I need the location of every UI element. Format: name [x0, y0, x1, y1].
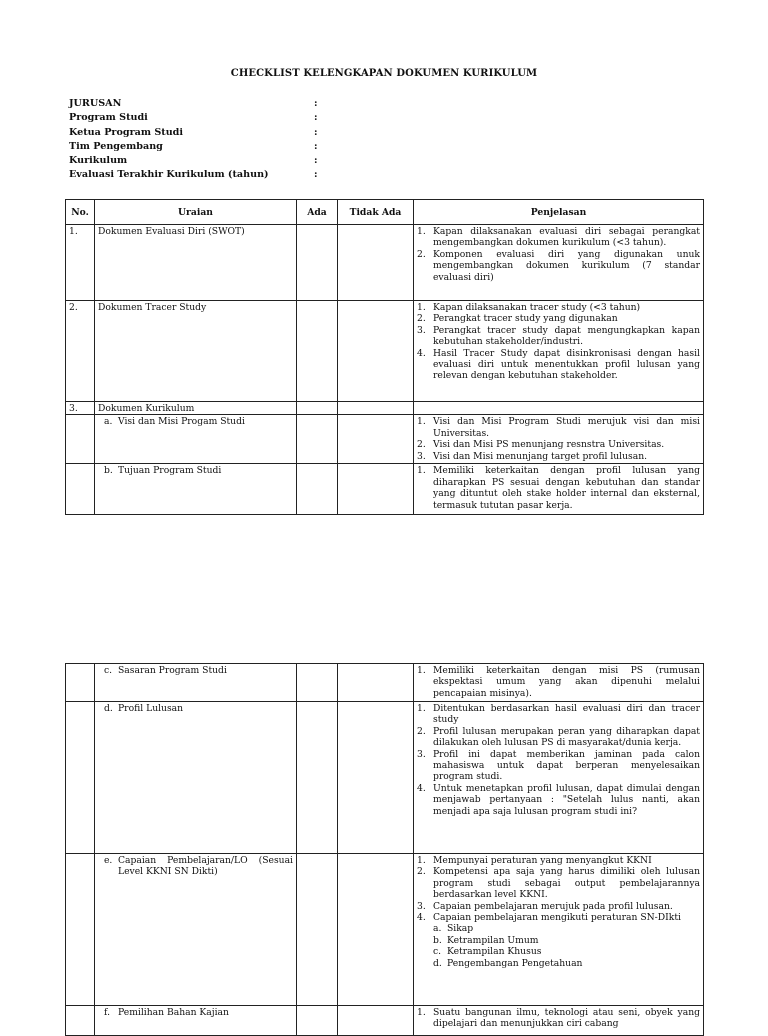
row-penjelasan	[414, 702, 704, 854]
checkbox-tidak-ada[interactable]	[338, 664, 414, 702]
row-number	[66, 464, 95, 515]
sub-letter: c.	[104, 665, 113, 676]
field-label: Kurikulum	[69, 155, 128, 167]
item-text: Memiliki keterkaitan dengan profil lulusan yang diharapkan PS sesuai dengan kebutuhan dan standar yang dituntut oleh stake holder internal dan eksternal, termasuk tututan pasar kerja.	[433, 465, 700, 511]
field-label: Program Studi	[69, 112, 148, 124]
field-row	[69, 140, 369, 154]
row-number: 1.	[66, 225, 95, 301]
checkbox-ada[interactable]	[297, 301, 338, 402]
field-row	[69, 168, 369, 182]
sub-list-item	[433, 946, 700, 957]
table-header-row	[66, 200, 704, 225]
item-number: 3.	[417, 900, 426, 912]
checkbox-ada[interactable]	[297, 702, 338, 854]
col-header-penjelasan: Penjelasan	[414, 200, 704, 225]
list-item	[417, 465, 700, 511]
field-label: JURUSAN	[69, 98, 122, 109]
checkbox-tidak-ada[interactable]	[338, 225, 414, 301]
item-number: 1.	[417, 465, 426, 477]
sub-letter: b.	[104, 465, 113, 477]
item-number: 1.	[417, 416, 426, 428]
item-text: Perangkat tracer study yang digunakan	[433, 313, 618, 325]
item-number: 4.	[417, 912, 426, 924]
row-number: 2.	[66, 301, 95, 402]
item-text: Hasil Tracer Study dapat disinkronisasi dengan hasil evaluasi diri untuk menentukkan profil lulusan yang relevan dengan kebutuhan stakeholder.	[433, 347, 700, 382]
item-number: 2.	[417, 725, 426, 737]
row-penjelasan	[414, 464, 704, 515]
field-separator: :	[314, 140, 318, 152]
table-row	[66, 702, 704, 854]
checkbox-tidak-ada[interactable]	[338, 402, 414, 415]
row-penjelasan	[414, 301, 704, 402]
item-text: Visi dan Misi menunjang target profil lulusan.	[433, 450, 648, 462]
table-row	[66, 402, 704, 415]
sub-letter: a.	[104, 416, 113, 428]
list-item	[417, 855, 700, 866]
item-number: 2.	[417, 866, 426, 878]
list-item	[417, 348, 700, 382]
list-item	[417, 325, 700, 348]
sub-letter: e.	[104, 855, 113, 866]
row-uraian: Dokumen Evaluasi Diri (SWOT)	[95, 225, 297, 301]
item-text: Komponen evaluasi diri yang digunakan unuk mengembangkan dokumen kurikulum (7 standar evaluasi diri)	[433, 248, 700, 283]
list-item	[417, 901, 700, 912]
row-uraian	[95, 415, 297, 464]
sub-label: Profil Lulusan	[118, 703, 184, 714]
identity-fields	[69, 97, 369, 183]
row-uraian: Dokumen Kurikulum	[95, 402, 297, 415]
item-text: Capaian pembelajaran mengikuti peraturan SN-DIkti	[433, 912, 681, 924]
item-text: Ditentukan berdasarkan hasil evaluasi diri dan tracer study	[433, 703, 700, 726]
row-penjelasan	[414, 225, 704, 301]
table-row	[66, 301, 704, 402]
document-title: CHECKLIST KELENGKAPAN DOKUMEN KURIKULUM	[230, 68, 538, 79]
item-text: Perangkat tracer study dapat mengungkapkan kapan kebutuhan stakeholder/industri.	[433, 324, 700, 348]
row-uraian	[95, 1006, 297, 1036]
checkbox-tidak-ada[interactable]	[338, 415, 414, 464]
item-number: 2.	[417, 248, 426, 260]
row-uraian	[95, 854, 297, 1006]
checkbox-tidak-ada[interactable]	[338, 1006, 414, 1036]
checkbox-ada[interactable]	[297, 854, 338, 1006]
item-number: 2.	[417, 439, 426, 451]
sub-label: Tujuan Program Studi	[118, 465, 222, 477]
field-separator: :	[314, 155, 318, 167]
checkbox-ada[interactable]	[297, 1006, 338, 1036]
sub-label: Pemilihan Bahan Kajian	[118, 1007, 229, 1018]
list-item	[417, 703, 700, 726]
col-header-ada: Ada	[297, 200, 338, 225]
field-separator: :	[314, 112, 318, 124]
checkbox-tidak-ada[interactable]	[338, 301, 414, 402]
list-item	[417, 665, 700, 699]
checkbox-ada[interactable]	[297, 464, 338, 515]
list-item	[417, 416, 700, 439]
item-text: Capaian pembelajaran merujuk pada profil lulusan.	[433, 900, 673, 912]
item-text: Untuk menetapkan profil lulusan, dapat dimulai dengan menjawab pertanyaan : "Setelah lulus nanti, akan menjadi apa saja lulusan program studi ini?	[433, 782, 700, 817]
item-number: 1.	[417, 1007, 426, 1018]
sub-item-text: Ketrampilan Khusus	[447, 946, 542, 958]
sub-list-item	[433, 923, 700, 934]
row-penjelasan	[414, 664, 704, 702]
sub-item-text: Sikap	[447, 923, 474, 935]
row-number	[66, 664, 95, 702]
item-number: 3.	[417, 324, 426, 336]
sub-item-letter: b.	[433, 934, 442, 946]
field-separator: :	[314, 169, 318, 181]
sub-label: Capaian Pembelajaran/LO (Sesuai Level KKNI SN Dikti)	[118, 855, 293, 878]
checkbox-tidak-ada[interactable]	[338, 464, 414, 515]
field-label: Ketua Program Studi	[69, 126, 184, 138]
sub-item-letter: a.	[433, 923, 442, 935]
col-header-tidak-ada: Tidak Ada	[338, 200, 414, 225]
field-separator: :	[314, 98, 318, 109]
item-number: 1.	[417, 302, 426, 313]
field-row	[69, 111, 369, 125]
row-number: 3.	[66, 402, 95, 415]
sub-label: Visi dan Misi Progam Studi	[118, 416, 245, 428]
row-penjelasan	[414, 1006, 704, 1036]
list-item	[417, 783, 700, 817]
item-number: 2.	[417, 313, 426, 325]
table-row	[66, 1006, 704, 1036]
checkbox-ada[interactable]	[297, 225, 338, 301]
row-number	[66, 1006, 95, 1036]
item-text: Kompetensi apa saja yang harus dimiliki oleh lulusan program studi sebagai output pembelajarannya berdasarkan level KKNI.	[433, 866, 700, 901]
field-separator: :	[314, 126, 318, 138]
sub-label: Sasaran Program Studi	[118, 665, 227, 676]
list-item	[417, 302, 700, 313]
item-number: 4.	[417, 782, 426, 794]
item-text: Memiliki keterkaitan dengan misi PS (rumusan ekspektasi umum yang akan dipenuhi melalui pencapaian misinya).	[433, 665, 700, 699]
list-item	[417, 912, 700, 923]
row-uraian	[95, 664, 297, 702]
checklist-table	[65, 199, 704, 515]
list-item	[417, 439, 700, 450]
row-penjelasan	[414, 415, 704, 464]
checkbox-ada[interactable]	[297, 415, 338, 464]
row-uraian: Dokumen Tracer Study	[95, 301, 297, 402]
field-row	[69, 97, 369, 111]
list-item	[417, 866, 700, 900]
table-row	[66, 225, 704, 301]
row-number	[66, 854, 95, 1006]
table-row	[66, 664, 704, 702]
col-header-no: No.	[66, 200, 95, 225]
list-item	[417, 226, 700, 249]
item-number: 1.	[417, 855, 426, 866]
list-item	[417, 726, 700, 749]
item-text: Visi dan Misi Program Studi merujuk visi dan misi Universitas.	[433, 416, 700, 439]
checkbox-ada[interactable]	[297, 402, 338, 415]
checkbox-tidak-ada[interactable]	[338, 854, 414, 1006]
sub-item-text: Ketrampilan Umum	[447, 934, 539, 946]
item-number: 1.	[417, 665, 426, 676]
checkbox-tidak-ada[interactable]	[338, 702, 414, 854]
list-item	[417, 749, 700, 783]
item-text: Suatu bangunan ilmu, teknologi atau seni, obyek yang dipelajari dan menunjukkan ciri cabang	[433, 1007, 700, 1030]
list-item	[417, 313, 700, 324]
item-text: Profil ini dapat memberikan jaminan pada calon mahasiswa untuk dapat berperan menyelesaikan program studi.	[433, 748, 700, 783]
field-label: Evaluasi Terakhir Kurikulum (tahun)	[69, 169, 269, 181]
field-row	[69, 154, 369, 168]
item-number: 4.	[417, 347, 426, 359]
sub-letter: d.	[104, 703, 113, 714]
field-row	[69, 126, 369, 140]
item-number: 3.	[417, 748, 426, 760]
sub-item-text: Pengembangan Pengetahuan	[447, 957, 583, 969]
table-row	[66, 415, 704, 464]
item-text: Visi dan Misi PS menunjang resnstra Universitas.	[433, 439, 665, 451]
field-label: Tim Pengembang	[69, 140, 163, 152]
list-item	[417, 451, 700, 462]
sub-list-item	[433, 958, 700, 969]
table-row	[66, 464, 704, 515]
sub-letter: f.	[104, 1007, 110, 1018]
sub-list-item	[433, 935, 700, 946]
list-item	[417, 249, 700, 283]
item-number: 1.	[417, 703, 426, 714]
row-number	[66, 702, 95, 854]
row-uraian	[95, 464, 297, 515]
row-number	[66, 415, 95, 464]
item-text: Mempunyai peraturan yang menyangkut KKNI	[433, 855, 652, 866]
table-row	[66, 854, 704, 1006]
sub-item-letter: d.	[433, 957, 442, 969]
item-number: 1.	[417, 226, 426, 237]
item-text: Kapan dilaksanakan evaluasi diri sebagai perangkat mengembangkan dokumen kurikulum (<3 tahun).	[433, 226, 700, 249]
row-uraian	[95, 702, 297, 854]
sub-item-letter: c.	[433, 946, 442, 958]
row-penjelasan	[414, 402, 704, 415]
list-item	[417, 1007, 700, 1030]
checkbox-ada[interactable]	[297, 664, 338, 702]
row-penjelasan	[414, 854, 704, 1006]
col-header-uraian: Uraian	[95, 200, 297, 225]
checklist-table-continued	[65, 663, 704, 1036]
item-text: Kapan dilaksanakan tracer study (<3 tahun)	[433, 302, 641, 313]
item-text: Profil lulusan merupakan peran yang diharapkan dapat dilakukan oleh lulusan PS di masyarakat/dunia kerja.	[433, 725, 700, 749]
item-number: 3.	[417, 450, 426, 462]
